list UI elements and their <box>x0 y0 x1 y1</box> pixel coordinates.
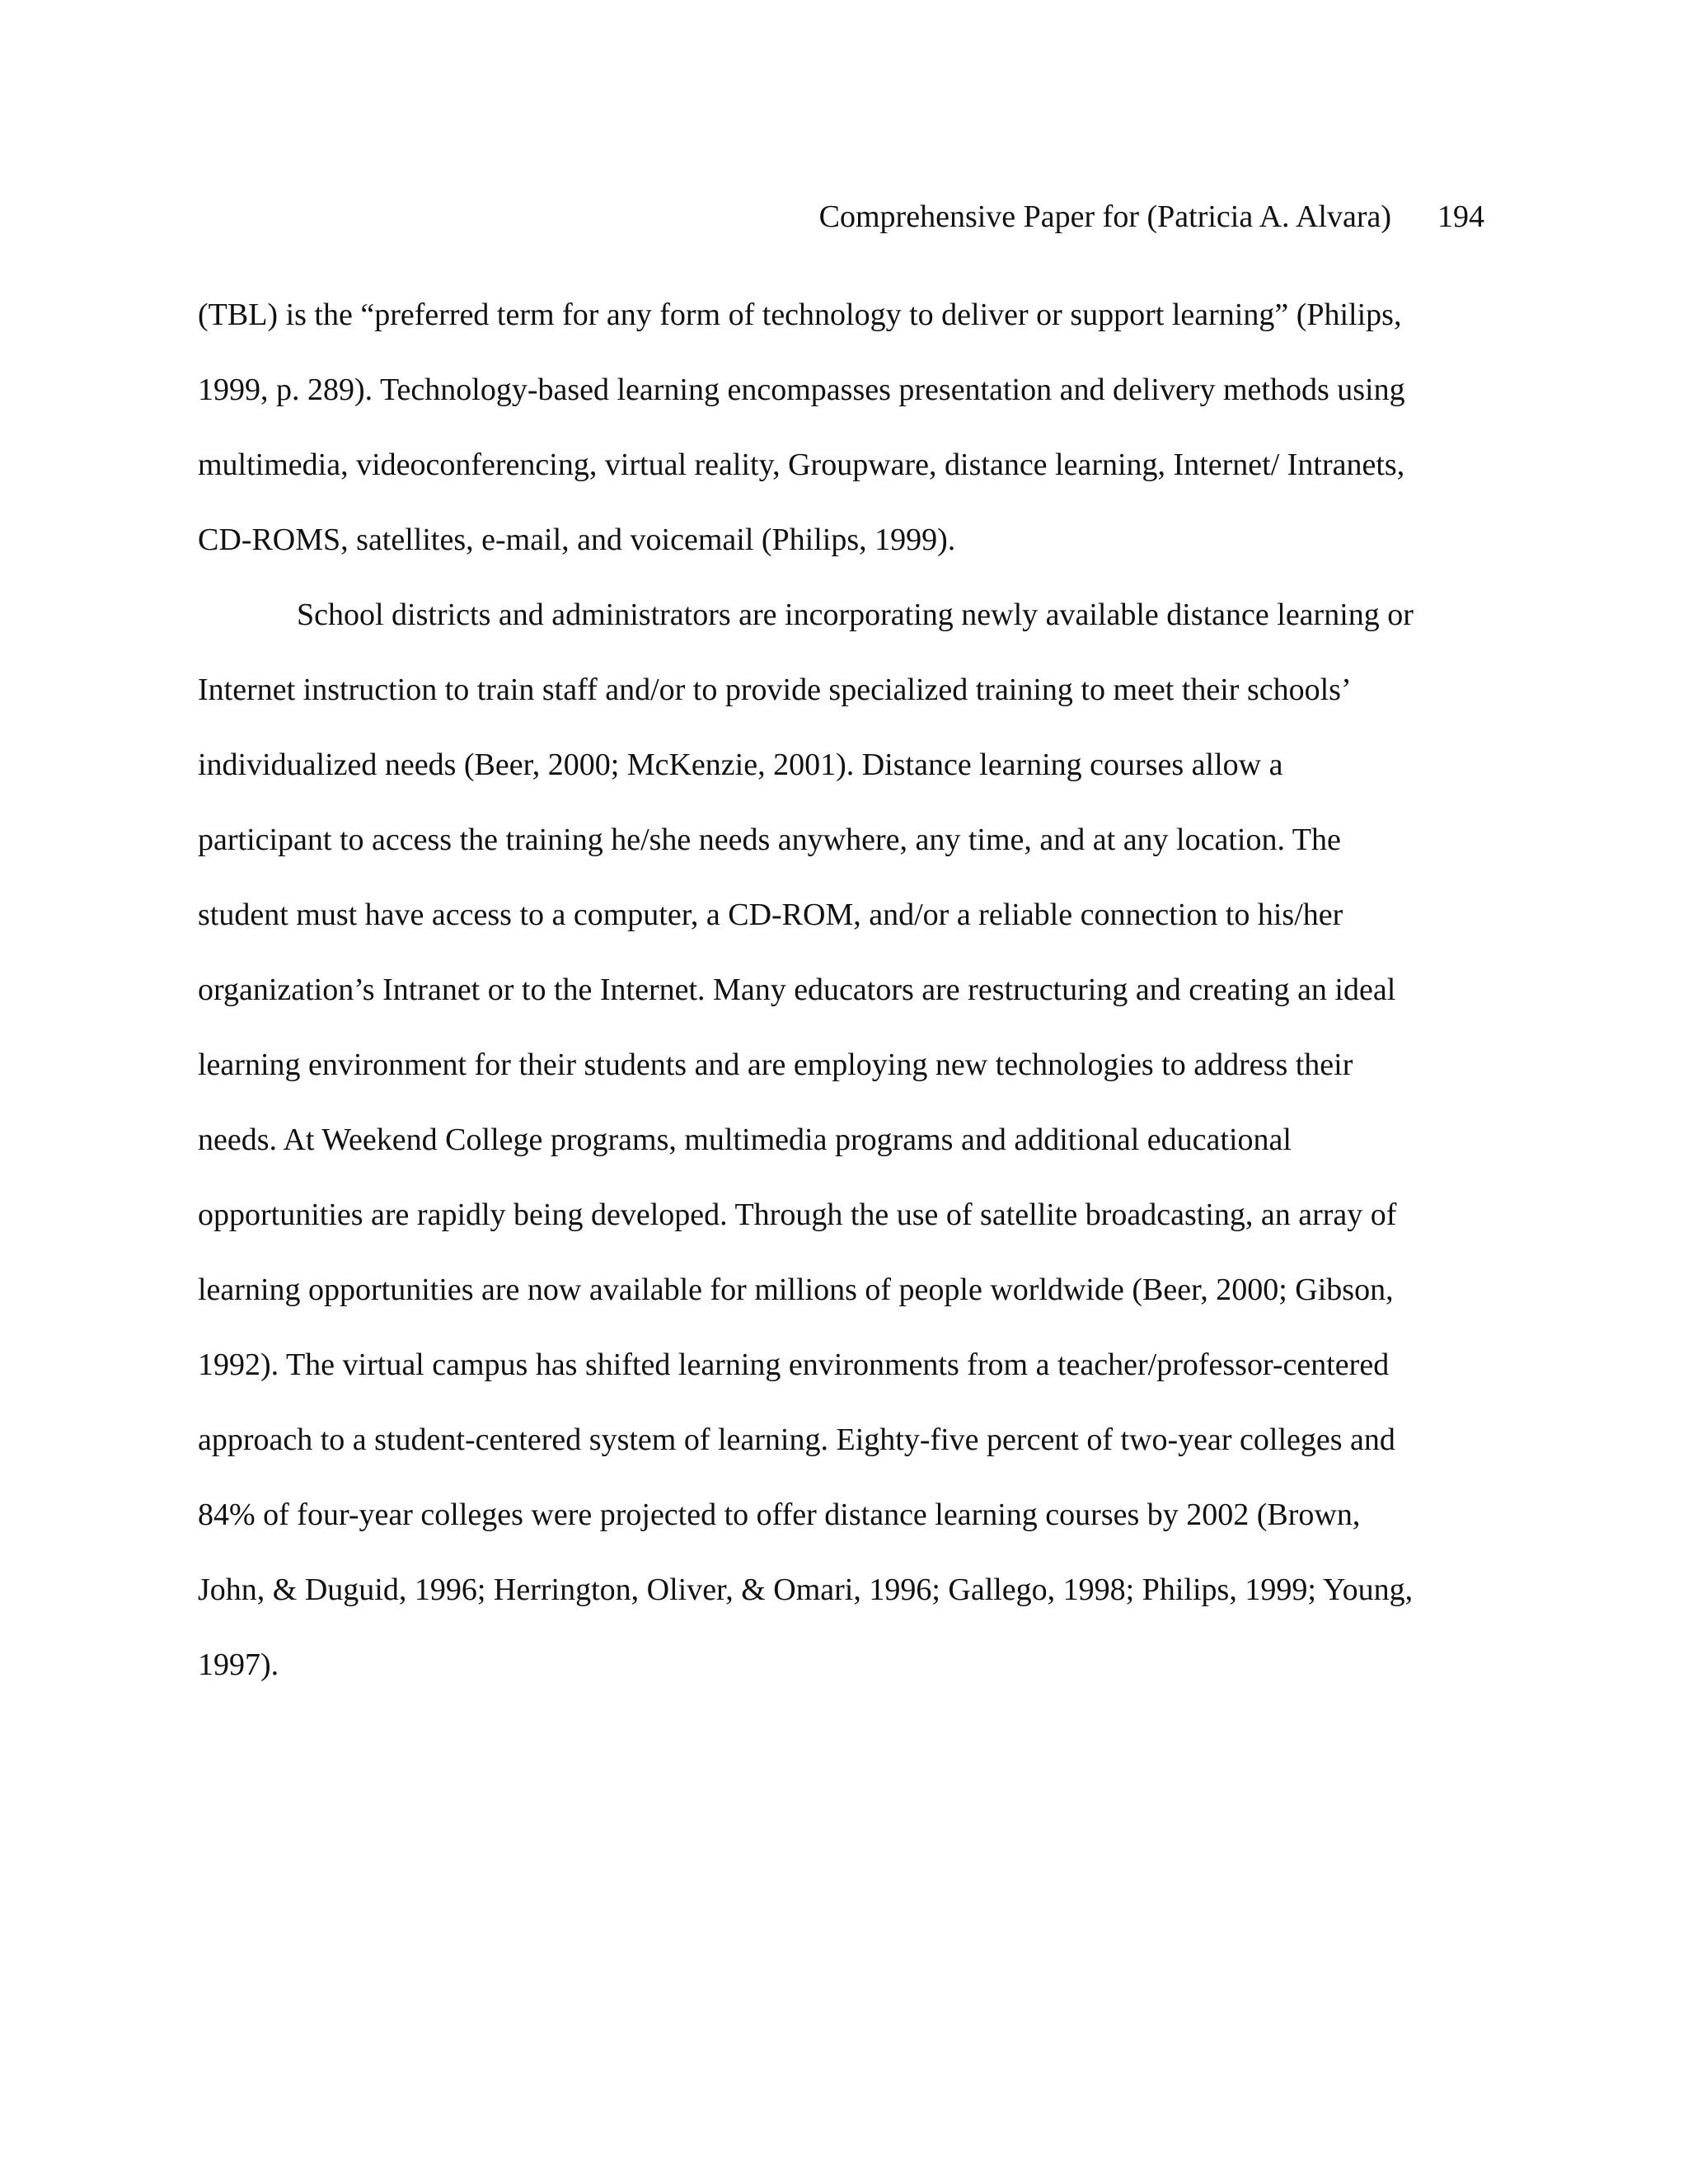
text-line: John, & Duguid, 1996; Herrington, Oliver, & Omari, 1996; Gallego, 1998; Philips, 1999; Young, <box>198 1572 1414 1607</box>
text-line: needs. At Weekend College programs, multimedia programs and additional educational <box>198 1122 1292 1157</box>
running-head <box>819 196 1484 237</box>
text-line: CD-ROMS, satellites, e-mail, and voicemail (Philips, 1999). <box>198 523 956 557</box>
text-line: 1999, p. 289). Technology-based learning encompasses presentation and delivery methods using <box>198 373 1405 407</box>
text-line: approach to a student-centered system of learning. Eighty-five percent of two-year colleges and <box>198 1422 1395 1457</box>
text-line: student must have access to a computer, a CD-ROM, and/or a reliable connection to his/her <box>198 898 1343 932</box>
text-line: participant to access the training he/she needs anywhere, any time, and at any location. The <box>198 823 1341 857</box>
running-head-title: Comprehensive Paper for (Patricia A. Alvara) <box>818 199 1391 234</box>
text-line: Internet instruction to train staff and/or to provide specialized training to meet their schools’ <box>198 673 1352 707</box>
text-line: (TBL) is the “preferred term for any form of technology to deliver or support learning” (Philips, <box>198 298 1402 332</box>
text-line: 1997). <box>198 1647 279 1682</box>
text-line: multimedia, videoconferencing, virtual reality, Groupware, distance learning, Internet/ Intranets, <box>198 448 1405 482</box>
text-line: organization’s Intranet or to the Internet. Many educators are restructuring and creating an ideal <box>198 972 1396 1007</box>
text-line: opportunities are rapidly being developed. Through the use of satellite broadcasting, an array of <box>198 1197 1397 1232</box>
text-line: 1992). The virtual campus has shifted learning environments from a teacher/professor-centered <box>198 1347 1390 1382</box>
page-number: 194 <box>1437 199 1484 234</box>
paragraph-first-line: School districts and administrators are incorporating newly available distance learning or <box>297 598 1414 632</box>
text-line: learning opportunities are now available for millions of people worldwide (Beer, 2000; Gibson, <box>198 1272 1394 1307</box>
text-line: individualized needs (Beer, 2000; McKenzie, 2001). Distance learning courses allow a <box>198 748 1283 782</box>
text-line: 84% of four-year colleges were projected to offer distance learning courses by 2002 (Brown, <box>198 1497 1361 1532</box>
text-line: learning environment for their students and are employing new technologies to address their <box>198 1047 1353 1082</box>
